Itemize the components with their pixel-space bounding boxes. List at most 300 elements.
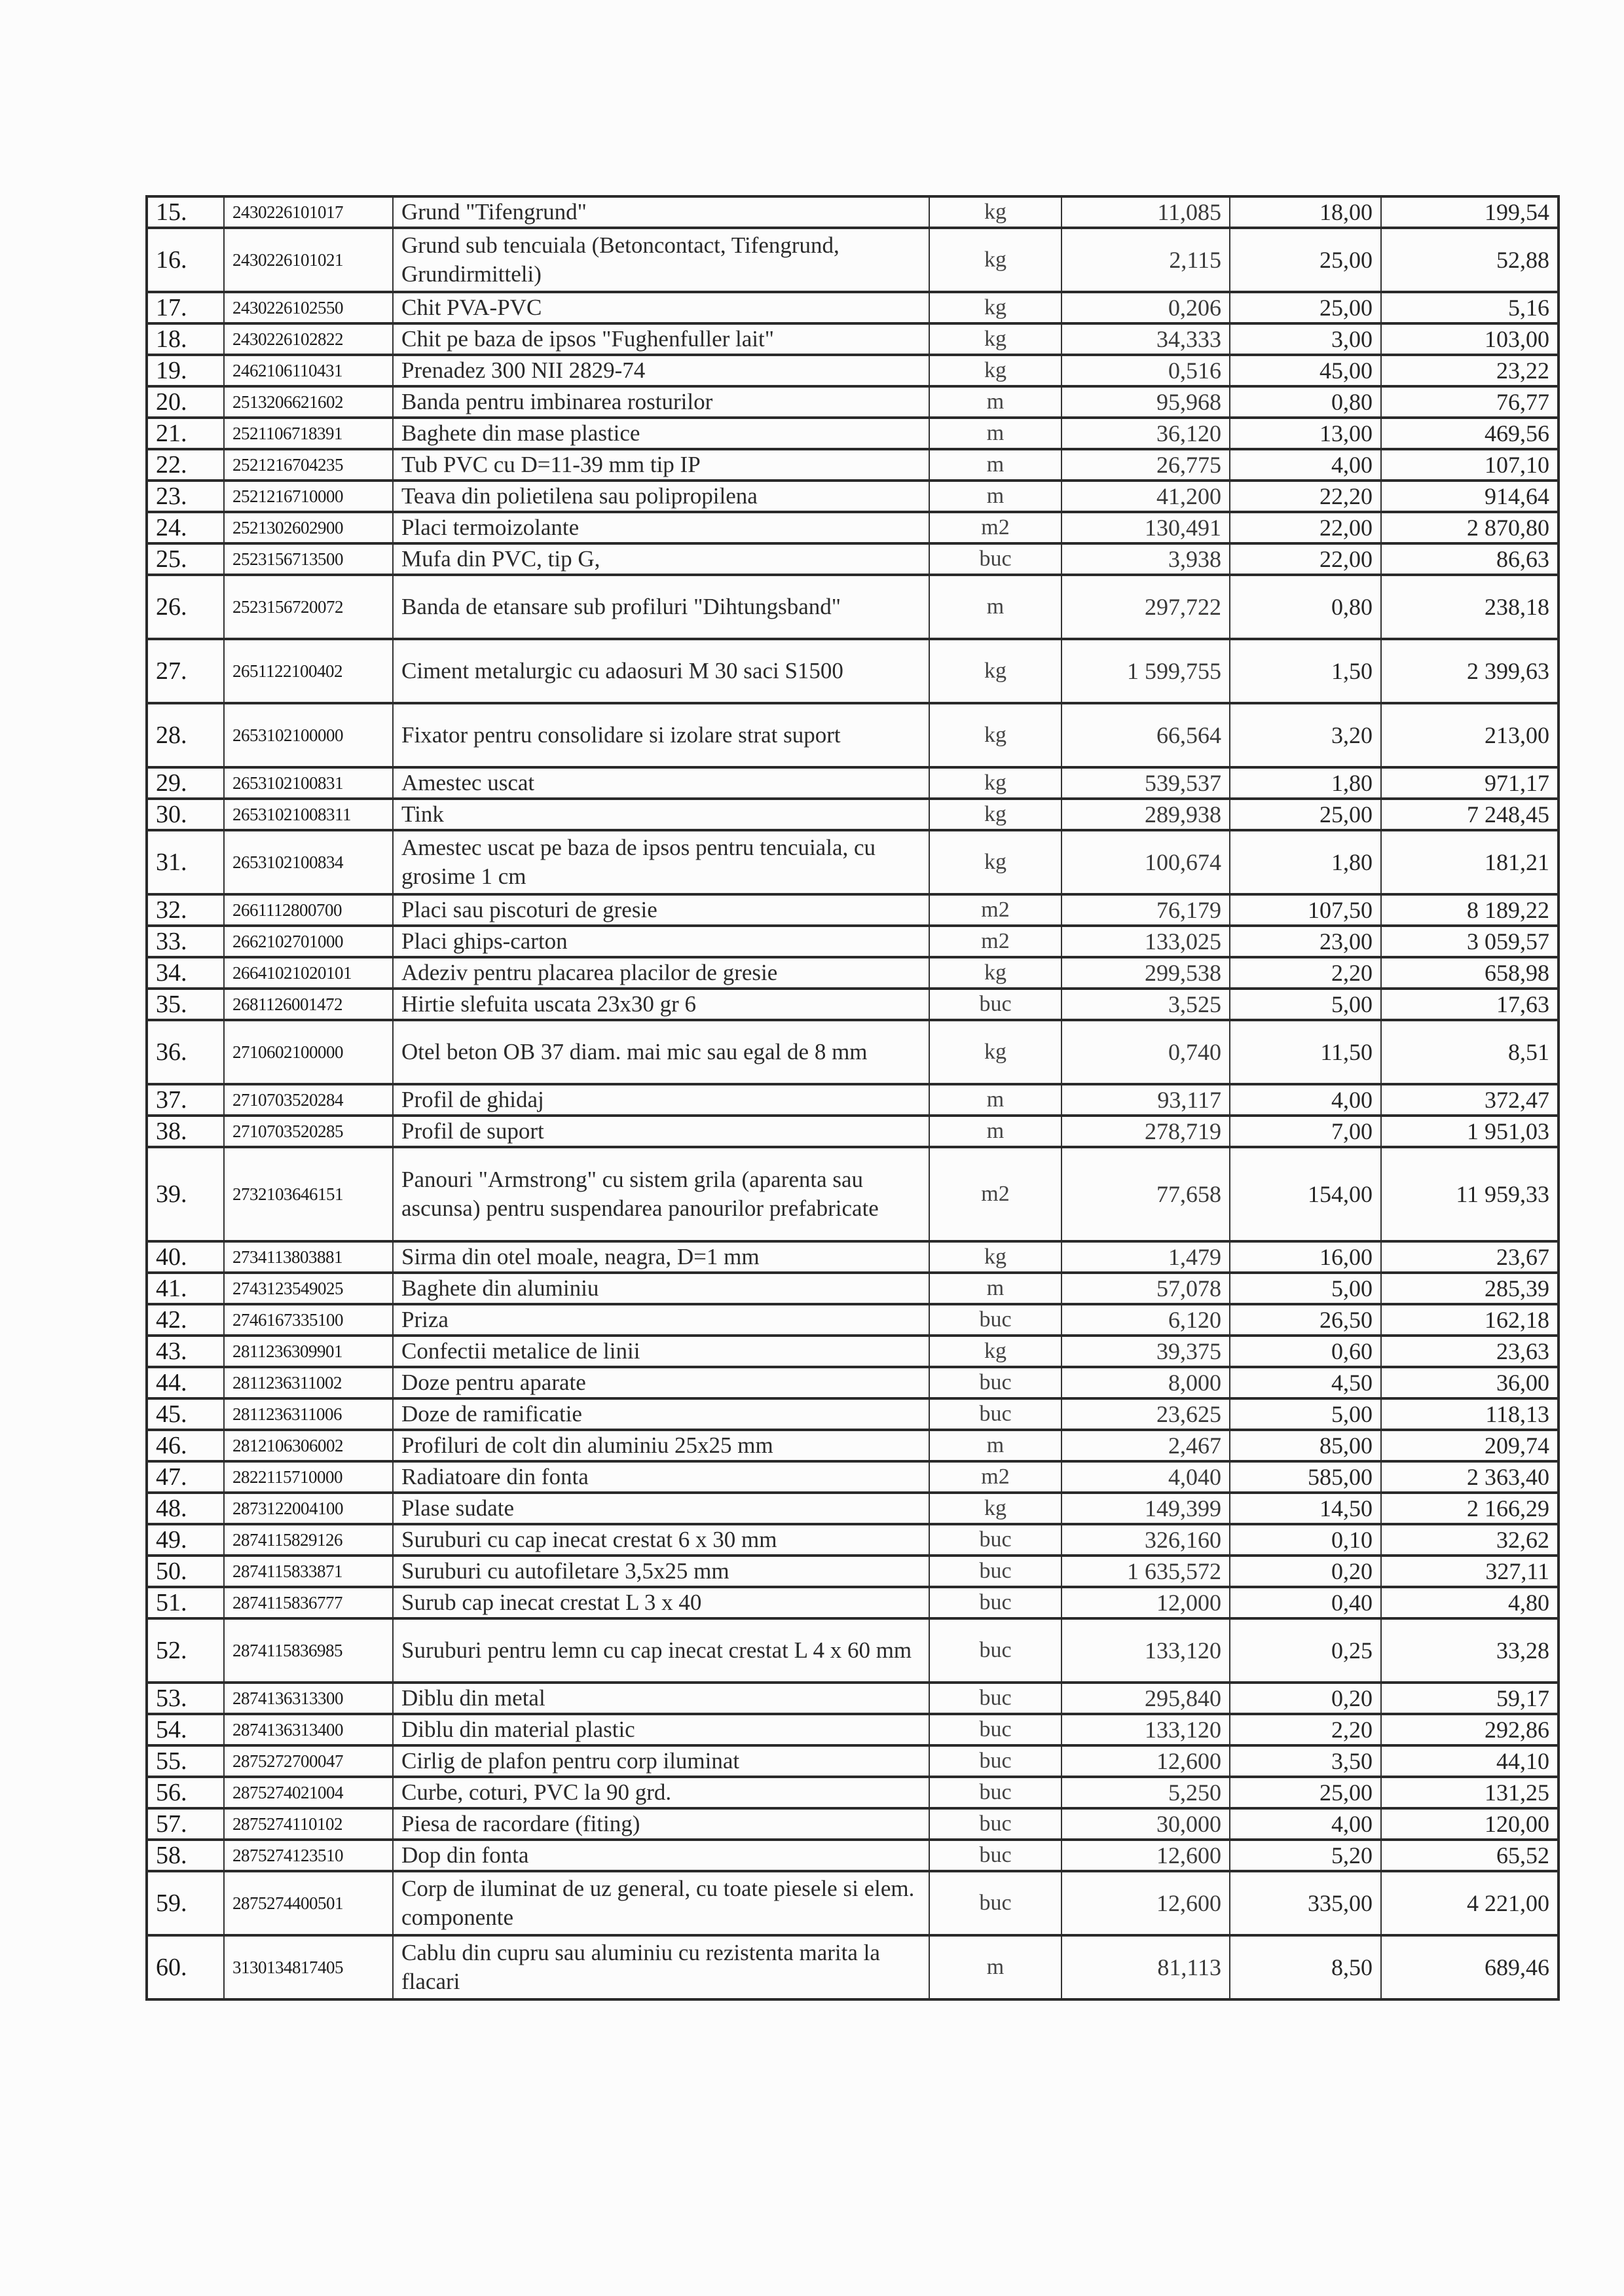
material-code: 2746167335100: [224, 1304, 393, 1336]
row-number: 24.: [147, 512, 224, 543]
unit-price: 22,20: [1230, 481, 1381, 512]
unit-of-measure: kg: [929, 703, 1061, 767]
unit-price: 11,50: [1230, 1020, 1381, 1084]
quantity: 12,600: [1061, 1871, 1230, 1935]
row-number: 45.: [147, 1398, 224, 1430]
quantity: 289,938: [1061, 799, 1230, 830]
unit-price: 85,00: [1230, 1430, 1381, 1461]
quantity: 326,160: [1061, 1524, 1230, 1556]
unit-price: 5,00: [1230, 989, 1381, 1020]
unit-of-measure: m2: [929, 1147, 1061, 1241]
row-number: 20.: [147, 386, 224, 418]
unit-of-measure: buc: [929, 1808, 1061, 1840]
table-row: [147, 1020, 1559, 1084]
unit-price: 25,00: [1230, 292, 1381, 323]
line-total: 120,00: [1381, 1808, 1559, 1840]
quantity: 66,564: [1061, 703, 1230, 767]
quantity: 3,938: [1061, 543, 1230, 575]
row-number: 57.: [147, 1808, 224, 1840]
line-total: 4,80: [1381, 1587, 1559, 1618]
material-description: Banda pentru imbinarea rosturilor: [393, 386, 929, 418]
material-description: Prenadez 300 NII 2829-74: [393, 355, 929, 386]
material-description: Grund "Tifengrund": [393, 196, 929, 228]
unit-price: 23,00: [1230, 926, 1381, 957]
material-description: Doze pentru aparate: [393, 1367, 929, 1398]
quantity: 23,625: [1061, 1398, 1230, 1430]
unit-of-measure: buc: [929, 1304, 1061, 1336]
row-number: 47.: [147, 1461, 224, 1493]
table-row: [147, 1084, 1559, 1116]
table-row: [147, 1524, 1559, 1556]
row-number: 21.: [147, 418, 224, 449]
unit-of-measure: kg: [929, 767, 1061, 799]
unit-price: 7,00: [1230, 1116, 1381, 1147]
unit-of-measure: buc: [929, 1777, 1061, 1808]
row-number: 26.: [147, 575, 224, 639]
unit-of-measure: buc: [929, 1556, 1061, 1587]
quantity: 12,000: [1061, 1587, 1230, 1618]
unit-of-measure: kg: [929, 355, 1061, 386]
unit-of-measure: buc: [929, 1524, 1061, 1556]
unit-of-measure: m: [929, 575, 1061, 639]
material-description: Fixator pentru consolidare si izolare strat suport: [393, 703, 929, 767]
quantity: 41,200: [1061, 481, 1230, 512]
line-total: 17,63: [1381, 989, 1559, 1020]
line-total: 469,56: [1381, 418, 1559, 449]
quantity: 93,117: [1061, 1084, 1230, 1116]
row-number: 60.: [147, 1935, 224, 1999]
row-number: 25.: [147, 543, 224, 575]
quantity: 149,399: [1061, 1493, 1230, 1524]
material-code: 2653102100831: [224, 767, 393, 799]
row-number: 37.: [147, 1084, 224, 1116]
material-code: 2875274021004: [224, 1777, 393, 1808]
row-number: 53.: [147, 1683, 224, 1714]
row-number: 15.: [147, 196, 224, 228]
row-number: 31.: [147, 830, 224, 894]
material-description: Grund sub tencuiala (Betoncontact, Tifengrund, Grundirmitteli): [393, 228, 929, 292]
line-total: 914,64: [1381, 481, 1559, 512]
material-code: 2812106306002: [224, 1430, 393, 1461]
material-description: Profil de suport: [393, 1116, 929, 1147]
unit-of-measure: buc: [929, 1840, 1061, 1871]
line-total: 971,17: [1381, 767, 1559, 799]
material-description: Mufa din PVC, tip G,: [393, 543, 929, 575]
material-description: Profil de ghidaj: [393, 1084, 929, 1116]
row-number: 50.: [147, 1556, 224, 1587]
table-row: [147, 1871, 1559, 1935]
table-row: [147, 1430, 1559, 1461]
material-description: Placi sau piscoturi de gresie: [393, 894, 929, 926]
table-row: [147, 196, 1559, 228]
line-total: 23,67: [1381, 1241, 1559, 1273]
quantity: 4,040: [1061, 1461, 1230, 1493]
table-row: [147, 418, 1559, 449]
material-code: 2521216704235: [224, 449, 393, 481]
unit-of-measure: buc: [929, 1683, 1061, 1714]
row-number: 48.: [147, 1493, 224, 1524]
quantity: 2,467: [1061, 1430, 1230, 1461]
row-number: 58.: [147, 1840, 224, 1871]
table-row: [147, 1935, 1559, 1999]
unit-price: 5,00: [1230, 1273, 1381, 1304]
material-code: 2822115710000: [224, 1461, 393, 1493]
row-number: 34.: [147, 957, 224, 989]
table-row: [147, 703, 1559, 767]
material-code: 2651122100402: [224, 639, 393, 703]
table-row: [147, 1777, 1559, 1808]
unit-price: 1,50: [1230, 639, 1381, 703]
quantity: 57,078: [1061, 1273, 1230, 1304]
material-code: 2710703520284: [224, 1084, 393, 1116]
line-total: 32,62: [1381, 1524, 1559, 1556]
material-code: 2653102100834: [224, 830, 393, 894]
quantity: 34,333: [1061, 323, 1230, 355]
quantity: 1,479: [1061, 1241, 1230, 1273]
unit-price: 4,00: [1230, 1808, 1381, 1840]
row-number: 49.: [147, 1524, 224, 1556]
line-total: 689,46: [1381, 1935, 1559, 1999]
material-code: 2811236311002: [224, 1367, 393, 1398]
line-total: 76,77: [1381, 386, 1559, 418]
table-row: [147, 1336, 1559, 1367]
material-description: Hirtie slefuita uscata 23x30 gr 6: [393, 989, 929, 1020]
material-description: Curbe, coturi, PVC la 90 grd.: [393, 1777, 929, 1808]
line-total: 199,54: [1381, 196, 1559, 228]
unit-of-measure: buc: [929, 1745, 1061, 1777]
table-row: [147, 1745, 1559, 1777]
unit-price: 2,20: [1230, 1714, 1381, 1745]
unit-price: 16,00: [1230, 1241, 1381, 1273]
material-description: Cirlig de plafon pentru corp iluminat: [393, 1745, 929, 1777]
material-description: Panouri "Armstrong" cu sistem grila (aparenta sau ascunsa) pentru suspendarea panourilor prefabricate: [393, 1147, 929, 1241]
unit-of-measure: buc: [929, 1618, 1061, 1683]
material-description: Surub cap inecat crestat L 3 x 40: [393, 1587, 929, 1618]
unit-price: 3,20: [1230, 703, 1381, 767]
table-row: [147, 1304, 1559, 1336]
line-total: 52,88: [1381, 228, 1559, 292]
material-description: Baghete din aluminiu: [393, 1273, 929, 1304]
material-description: Placi ghips-carton: [393, 926, 929, 957]
line-total: 658,98: [1381, 957, 1559, 989]
table-row: [147, 957, 1559, 989]
table-row: [147, 1241, 1559, 1273]
table-row: [147, 830, 1559, 894]
material-description: Radiatoare din fonta: [393, 1461, 929, 1493]
unit-price: 0,60: [1230, 1336, 1381, 1367]
row-number: 44.: [147, 1367, 224, 1398]
table-row: [147, 989, 1559, 1020]
line-total: 86,63: [1381, 543, 1559, 575]
line-total: 23,22: [1381, 355, 1559, 386]
row-number: 28.: [147, 703, 224, 767]
line-total: 36,00: [1381, 1367, 1559, 1398]
line-total: 59,17: [1381, 1683, 1559, 1714]
quantity: 1 635,572: [1061, 1556, 1230, 1587]
unit-of-measure: kg: [929, 196, 1061, 228]
unit-of-measure: m: [929, 481, 1061, 512]
line-total: 209,74: [1381, 1430, 1559, 1461]
unit-price: 25,00: [1230, 799, 1381, 830]
row-number: 38.: [147, 1116, 224, 1147]
row-number: 19.: [147, 355, 224, 386]
material-code: 2874136313300: [224, 1683, 393, 1714]
material-code: 2521216710000: [224, 481, 393, 512]
quantity: 11,085: [1061, 196, 1230, 228]
unit-price: 2,20: [1230, 957, 1381, 989]
table-row: [147, 543, 1559, 575]
unit-price: 25,00: [1230, 228, 1381, 292]
unit-of-measure: m2: [929, 926, 1061, 957]
table-row: [147, 1556, 1559, 1587]
line-total: 131,25: [1381, 1777, 1559, 1808]
table-row: [147, 575, 1559, 639]
unit-of-measure: m: [929, 1116, 1061, 1147]
material-code: 2811236311006: [224, 1398, 393, 1430]
line-total: 2 363,40: [1381, 1461, 1559, 1493]
line-total: 4 221,00: [1381, 1871, 1559, 1935]
unit-price: 3,00: [1230, 323, 1381, 355]
table-row: [147, 1398, 1559, 1430]
unit-of-measure: m: [929, 1273, 1061, 1304]
row-number: 42.: [147, 1304, 224, 1336]
unit-price: 26,50: [1230, 1304, 1381, 1336]
material-code: 2875274123510: [224, 1840, 393, 1871]
material-code: 26641021020101: [224, 957, 393, 989]
line-total: 8 189,22: [1381, 894, 1559, 926]
unit-of-measure: buc: [929, 1367, 1061, 1398]
table-row: [147, 481, 1559, 512]
unit-price: 4,00: [1230, 449, 1381, 481]
row-number: 18.: [147, 323, 224, 355]
table-row: [147, 512, 1559, 543]
material-description: Banda de etansare sub profiluri "Dihtungsband": [393, 575, 929, 639]
table-row: [147, 228, 1559, 292]
materials-table-body: [147, 196, 1559, 1999]
material-code: 2734113803881: [224, 1241, 393, 1273]
unit-of-measure: m2: [929, 1461, 1061, 1493]
material-code: 2874115836777: [224, 1587, 393, 1618]
table-row: [147, 386, 1559, 418]
quantity: 133,025: [1061, 926, 1230, 957]
unit-of-measure: buc: [929, 1871, 1061, 1935]
unit-price: 1,80: [1230, 767, 1381, 799]
row-number: 59.: [147, 1871, 224, 1935]
unit-of-measure: kg: [929, 1020, 1061, 1084]
table-row: [147, 1273, 1559, 1304]
unit-of-measure: buc: [929, 1398, 1061, 1430]
quantity: 12,600: [1061, 1840, 1230, 1871]
row-number: 23.: [147, 481, 224, 512]
unit-of-measure: buc: [929, 1587, 1061, 1618]
material-description: Suruburi cu autofiletare 3,5x25 mm: [393, 1556, 929, 1587]
material-code: 2513206621602: [224, 386, 393, 418]
unit-price: 8,50: [1230, 1935, 1381, 1999]
material-code: 2523156720072: [224, 575, 393, 639]
table-row: [147, 1714, 1559, 1745]
table-row: [147, 1367, 1559, 1398]
unit-price: 25,00: [1230, 1777, 1381, 1808]
quantity: 299,538: [1061, 957, 1230, 989]
quantity: 1 599,755: [1061, 639, 1230, 703]
unit-price: 0,20: [1230, 1683, 1381, 1714]
line-total: 3 059,57: [1381, 926, 1559, 957]
material-code: 2653102100000: [224, 703, 393, 767]
material-description: Confectii metalice de linii: [393, 1336, 929, 1367]
quantity: 36,120: [1061, 418, 1230, 449]
unit-of-measure: kg: [929, 1493, 1061, 1524]
quantity: 5,250: [1061, 1777, 1230, 1808]
material-code: 2811236309901: [224, 1336, 393, 1367]
row-number: 17.: [147, 292, 224, 323]
table-row: [147, 1461, 1559, 1493]
material-code: 2681126001472: [224, 989, 393, 1020]
quantity: 278,719: [1061, 1116, 1230, 1147]
table-row: [147, 1147, 1559, 1241]
unit-of-measure: m: [929, 1084, 1061, 1116]
line-total: 2 870,80: [1381, 512, 1559, 543]
material-description: Doze de ramificatie: [393, 1398, 929, 1430]
quantity: 0,516: [1061, 355, 1230, 386]
material-description: Suruburi pentru lemn cu cap inecat crestat L 4 x 60 mm: [393, 1618, 929, 1683]
material-description: Amestec uscat pe baza de ipsos pentru tencuiala, cu grosime 1 cm: [393, 830, 929, 894]
unit-of-measure: kg: [929, 228, 1061, 292]
material-code: 26531021008311: [224, 799, 393, 830]
unit-price: 154,00: [1230, 1147, 1381, 1241]
unit-of-measure: buc: [929, 543, 1061, 575]
line-total: 11 959,33: [1381, 1147, 1559, 1241]
unit-of-measure: kg: [929, 1336, 1061, 1367]
quantity: 76,179: [1061, 894, 1230, 926]
materials-table: [145, 195, 1560, 2001]
row-number: 43.: [147, 1336, 224, 1367]
unit-of-measure: m: [929, 1430, 1061, 1461]
unit-price: 0,25: [1230, 1618, 1381, 1683]
material-code: 2462106110431: [224, 355, 393, 386]
line-total: 44,10: [1381, 1745, 1559, 1777]
material-code: 2430226102822: [224, 323, 393, 355]
unit-price: 22,00: [1230, 543, 1381, 575]
line-total: 23,63: [1381, 1336, 1559, 1367]
row-number: 30.: [147, 799, 224, 830]
material-description: Priza: [393, 1304, 929, 1336]
material-code: 3130134817405: [224, 1935, 393, 1999]
unit-of-measure: m2: [929, 512, 1061, 543]
quantity: 133,120: [1061, 1714, 1230, 1745]
unit-of-measure: m: [929, 449, 1061, 481]
line-total: 33,28: [1381, 1618, 1559, 1683]
material-code: 2875272700047: [224, 1745, 393, 1777]
material-description: Corp de iluminat de uz general, cu toate piesele si elem. componente: [393, 1871, 929, 1935]
unit-price: 4,00: [1230, 1084, 1381, 1116]
material-description: Sirma din otel moale, neagra, D=1 mm: [393, 1241, 929, 1273]
line-total: 1 951,03: [1381, 1116, 1559, 1147]
unit-price: 45,00: [1230, 355, 1381, 386]
material-description: Diblu din material plastic: [393, 1714, 929, 1745]
material-code: 2874115833871: [224, 1556, 393, 1587]
unit-price: 4,50: [1230, 1367, 1381, 1398]
row-number: 35.: [147, 989, 224, 1020]
unit-of-measure: buc: [929, 989, 1061, 1020]
material-code: 2732103646151: [224, 1147, 393, 1241]
material-code: 2661112800700: [224, 894, 393, 926]
material-code: 2873122004100: [224, 1493, 393, 1524]
unit-of-measure: kg: [929, 830, 1061, 894]
unit-price: 585,00: [1230, 1461, 1381, 1493]
material-description: Baghete din mase plastice: [393, 418, 929, 449]
material-description: Chit PVA-PVC: [393, 292, 929, 323]
row-number: 22.: [147, 449, 224, 481]
line-total: 292,86: [1381, 1714, 1559, 1745]
table-row: [147, 323, 1559, 355]
unit-price: 0,20: [1230, 1556, 1381, 1587]
quantity: 295,840: [1061, 1683, 1230, 1714]
line-total: 238,18: [1381, 575, 1559, 639]
material-code: 2430226101017: [224, 196, 393, 228]
material-code: 2875274110102: [224, 1808, 393, 1840]
line-total: 118,13: [1381, 1398, 1559, 1430]
quantity: 81,113: [1061, 1935, 1230, 1999]
material-code: 2874136313400: [224, 1714, 393, 1745]
unit-price: 0,80: [1230, 575, 1381, 639]
material-description: Teava din polietilena sau polipropilena: [393, 481, 929, 512]
table-row: [147, 926, 1559, 957]
line-total: 2 166,29: [1381, 1493, 1559, 1524]
row-number: 16.: [147, 228, 224, 292]
quantity: 297,722: [1061, 575, 1230, 639]
row-number: 39.: [147, 1147, 224, 1241]
unit-of-measure: m: [929, 1935, 1061, 1999]
table-row: [147, 767, 1559, 799]
quantity: 0,740: [1061, 1020, 1230, 1084]
unit-of-measure: m: [929, 386, 1061, 418]
row-number: 46.: [147, 1430, 224, 1461]
unit-price: 22,00: [1230, 512, 1381, 543]
material-description: Amestec uscat: [393, 767, 929, 799]
table-row: [147, 1618, 1559, 1683]
unit-price: 107,50: [1230, 894, 1381, 926]
material-description: Adeziv pentru placarea placilor de gresie: [393, 957, 929, 989]
material-code: 2430226101021: [224, 228, 393, 292]
material-description: Tink: [393, 799, 929, 830]
table-row: [147, 292, 1559, 323]
unit-of-measure: kg: [929, 799, 1061, 830]
line-total: 181,21: [1381, 830, 1559, 894]
material-description: Tub PVC cu D=11-39 mm tip IP: [393, 449, 929, 481]
row-number: 33.: [147, 926, 224, 957]
table-row: [147, 1683, 1559, 1714]
line-total: 327,11: [1381, 1556, 1559, 1587]
unit-price: 0,40: [1230, 1587, 1381, 1618]
row-number: 54.: [147, 1714, 224, 1745]
row-number: 56.: [147, 1777, 224, 1808]
material-description: Suruburi cu cap inecat crestat 6 x 30 mm: [393, 1524, 929, 1556]
material-description: Chit pe baza de ipsos "Fughenfuller lait": [393, 323, 929, 355]
material-code: 2875274400501: [224, 1871, 393, 1935]
material-description: Piesa de racordare (fiting): [393, 1808, 929, 1840]
quantity: 6,120: [1061, 1304, 1230, 1336]
material-description: Otel beton OB 37 diam. mai mic sau egal de 8 mm: [393, 1020, 929, 1084]
table-row: [147, 1116, 1559, 1147]
material-code: 2710703520285: [224, 1116, 393, 1147]
material-code: 2521106718391: [224, 418, 393, 449]
material-description: Placi termoizolante: [393, 512, 929, 543]
row-number: 40.: [147, 1241, 224, 1273]
unit-price: 14,50: [1230, 1493, 1381, 1524]
quantity: 8,000: [1061, 1367, 1230, 1398]
unit-price: 3,50: [1230, 1745, 1381, 1777]
quantity: 2,115: [1061, 228, 1230, 292]
